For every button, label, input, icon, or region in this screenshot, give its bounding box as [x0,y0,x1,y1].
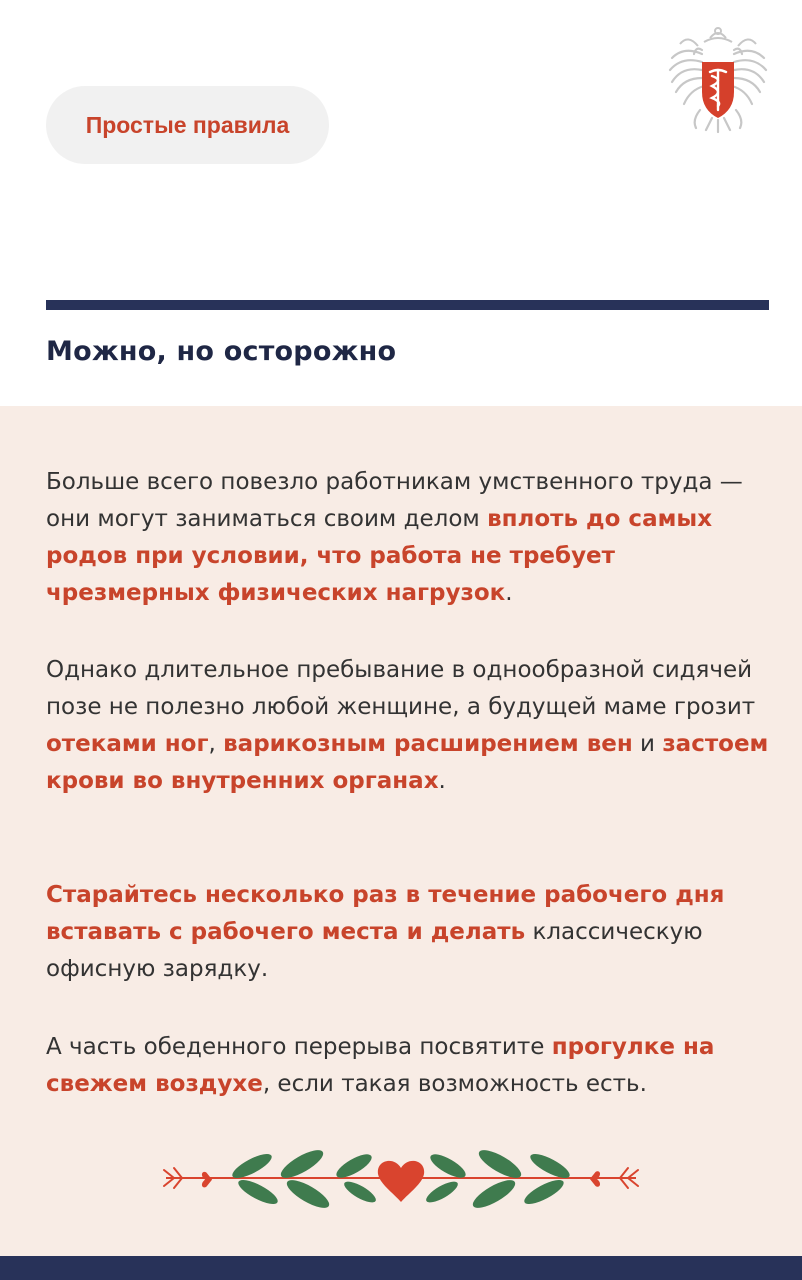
paragraph-2 [46,652,776,800]
body-text: . [438,768,446,794]
highlighted-text: отеками ног [46,731,209,757]
body-text: Больше всего повезло работникам умственного труда — они могут заниматься своим делом [46,469,743,532]
paragraph-3 [46,877,776,988]
paragraph-1 [46,464,776,612]
highlighted-text: застоем крови во внутренних органах [46,731,769,794]
highlighted-text: варикозным расширением вен [223,731,633,757]
body-text: , [208,731,224,757]
body-text: и [632,731,663,757]
body-text: А часть обеденного перерыва посвятите [46,1034,552,1060]
header-area [0,0,802,406]
highlighted-text: прогулке на свежем воздухе [46,1034,715,1097]
topic-badge [46,86,329,164]
floral-heart-divider-icon [162,1148,640,1214]
body-text: . [505,580,513,606]
highlighted-text: вплоть до самых родов при условии, что работа не требует чрезмерных физических нагрузок [46,506,713,606]
body-text: Однако длительное пребывание в однообразной сидячей позе не полезно любой женщине, а будущей маме грозит [46,657,756,720]
section-title: Можно, но осторожно [46,336,397,367]
section-divider-line [46,300,769,310]
highlighted-text: Старайтесь несколько раз в течение рабочего дня вставать с рабочего места и делать [46,882,725,945]
body-text: классическую офисную зарядку. [46,919,703,982]
topic-badge-label: Простые правила [85,111,290,138]
bottom-bar [0,1256,802,1280]
body-text: , если такая возможность есть. [262,1071,647,1097]
emblem-icon [666,24,770,134]
paragraph-4 [46,1029,776,1103]
